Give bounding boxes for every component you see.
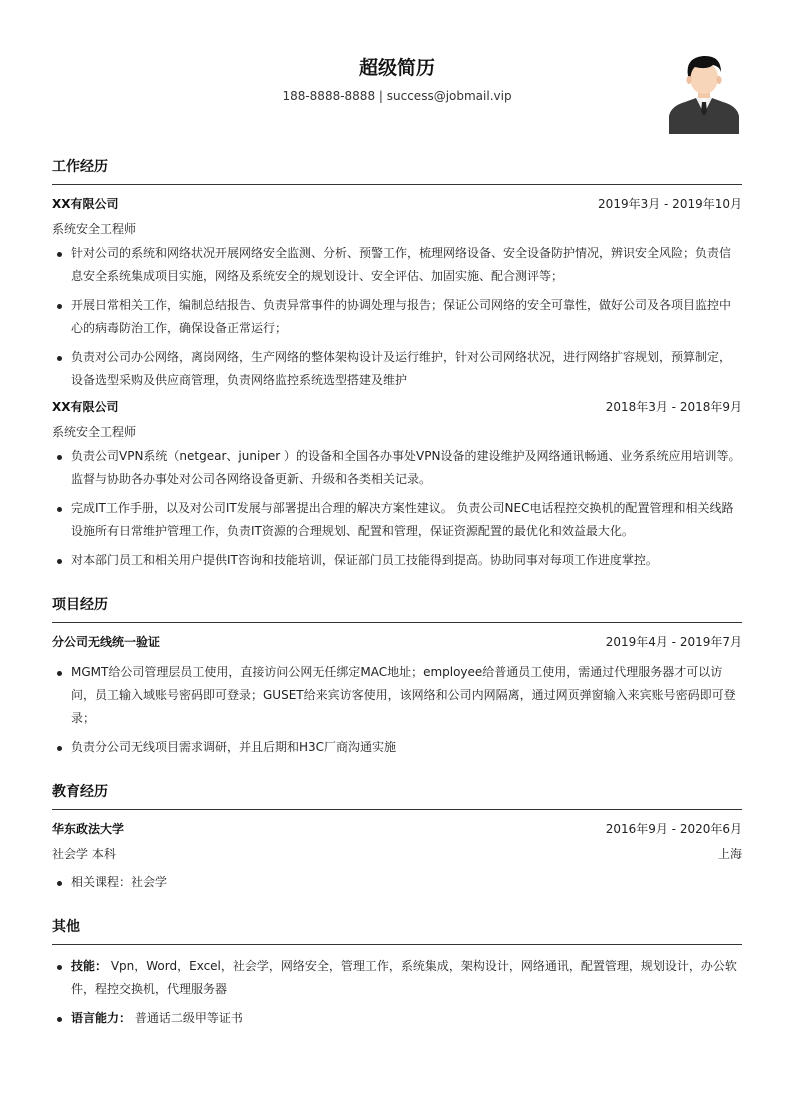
language-label: 语言能力：	[71, 1011, 132, 1025]
list-item: 对本部门员工和相关用户提供IT咨询和技能培训，保证部门员工技能得到提高。协助同事对每项工作进度掌控。	[52, 549, 742, 572]
job-bullets	[52, 445, 742, 572]
job-entry	[52, 398, 742, 572]
company-name: XX有限公司	[52, 399, 119, 414]
list-item: 负责对公司办公网络，离岗网络，生产网络的整体架构设计及运行维护，针对公司网络状况，进行网络扩容规划，预算制定，设备选型采购及供应商管理，负责网络监控系统选型搭建及维护	[52, 346, 742, 392]
work-section	[52, 156, 742, 572]
language-item	[52, 1007, 742, 1030]
other-section	[52, 916, 742, 1030]
job-bullets	[52, 242, 742, 392]
project-section	[52, 594, 742, 759]
contact-info: 188-8888-8888 | success@jobmail.vip	[282, 89, 512, 103]
skills-item	[52, 955, 742, 1001]
education-location: 上海	[717, 846, 742, 861]
other-bullets	[52, 955, 742, 1030]
education-bullets	[52, 871, 742, 894]
work-section-title: 工作经历	[52, 156, 742, 185]
degree: 社会学 本科	[52, 846, 116, 861]
resume-header	[52, 0, 742, 140]
candidate-name: 超级简历	[358, 57, 435, 79]
list-item: 针对公司的系统和网络状况开展网络安全监测、分析、预警工作，梳理网络设备、安全设备防护情况，辨识安全风险；负责信息安全系统集成项目实施，网络及系统安全的规划设计、安全评估、加固实施、配合测评等；	[52, 242, 742, 288]
list-item: 负责分公司无线项目需求调研，并且后期和H3C厂商沟通实施	[52, 736, 742, 759]
language-value: 普通话二级甲等证书	[131, 1011, 243, 1025]
list-item: 相关课程：社会学	[52, 871, 742, 894]
company-name: XX有限公司	[52, 196, 119, 211]
project-name: 分公司无线统一验证	[52, 634, 161, 649]
list-item: 开展日常相关工作，编制总结报告、负责异常事件的协调处理与报告；保证公司网络的安全可靠性，做好公司及各项目监控中心的病毒防治工作，确保设备正常运行；	[52, 294, 742, 340]
job-date: 2018年3月 - 2018年9月	[605, 399, 742, 414]
project-date: 2019年4月 - 2019年7月	[605, 634, 742, 649]
list-item: MGMT给公司管理层员工使用，直接访问公网无任绑定MAC地址；employee给普通员工使用，需通过代理服务器才可以访问，员工输入域账号密码即可登录；GUSET给来宾访客使用，该网络和公司内网隔离，通过网页弹窗输入来宾账号密码即可登录；	[52, 661, 742, 730]
job-role: 系统安全工程师	[52, 425, 137, 439]
list-item: 负责公司VPN系统（netgear、juniper ）的设备和全国各办事处VPN设备的建设维护及网络通讯畅通、业务系统应用培训等。监督与协助各办事处对公司各网络设备更新、升级和各类相关记录。	[52, 445, 742, 491]
avatar-man-suit-icon	[669, 52, 739, 134]
skills-label: 技能：	[71, 959, 108, 973]
job-date: 2019年3月 - 2019年10月	[598, 196, 742, 211]
list-item: 完成IT工作手册，以及对公司IT发展与部署提出合理的解决方案性建议。 负责公司NEC电话程控交换机的配置管理和相关线路设施所有日常维护管理工作，负责IT资源的合理规划、配置和管理，保证资源配置的最优化和效益最大化。	[52, 497, 742, 543]
school-name: 华东政法大学	[52, 821, 125, 836]
other-section-title: 其他	[52, 916, 742, 945]
education-section	[52, 781, 742, 894]
skills-value: Vpn，Word，Excel，社会学，网络安全，管理工作，系统集成，架构设计，网络通讯，配置管理，规划设计，办公软件，程控交换机，代理服务器	[71, 959, 737, 996]
job-role: 系统安全工程师	[52, 222, 137, 236]
project-bullets	[52, 661, 742, 759]
education-section-title: 教育经历	[52, 781, 742, 810]
education-date: 2016年9月 - 2020年6月	[605, 821, 742, 836]
job-entry	[52, 195, 742, 392]
resume-page	[52, 0, 742, 1036]
project-section-title: 项目经历	[52, 594, 742, 623]
